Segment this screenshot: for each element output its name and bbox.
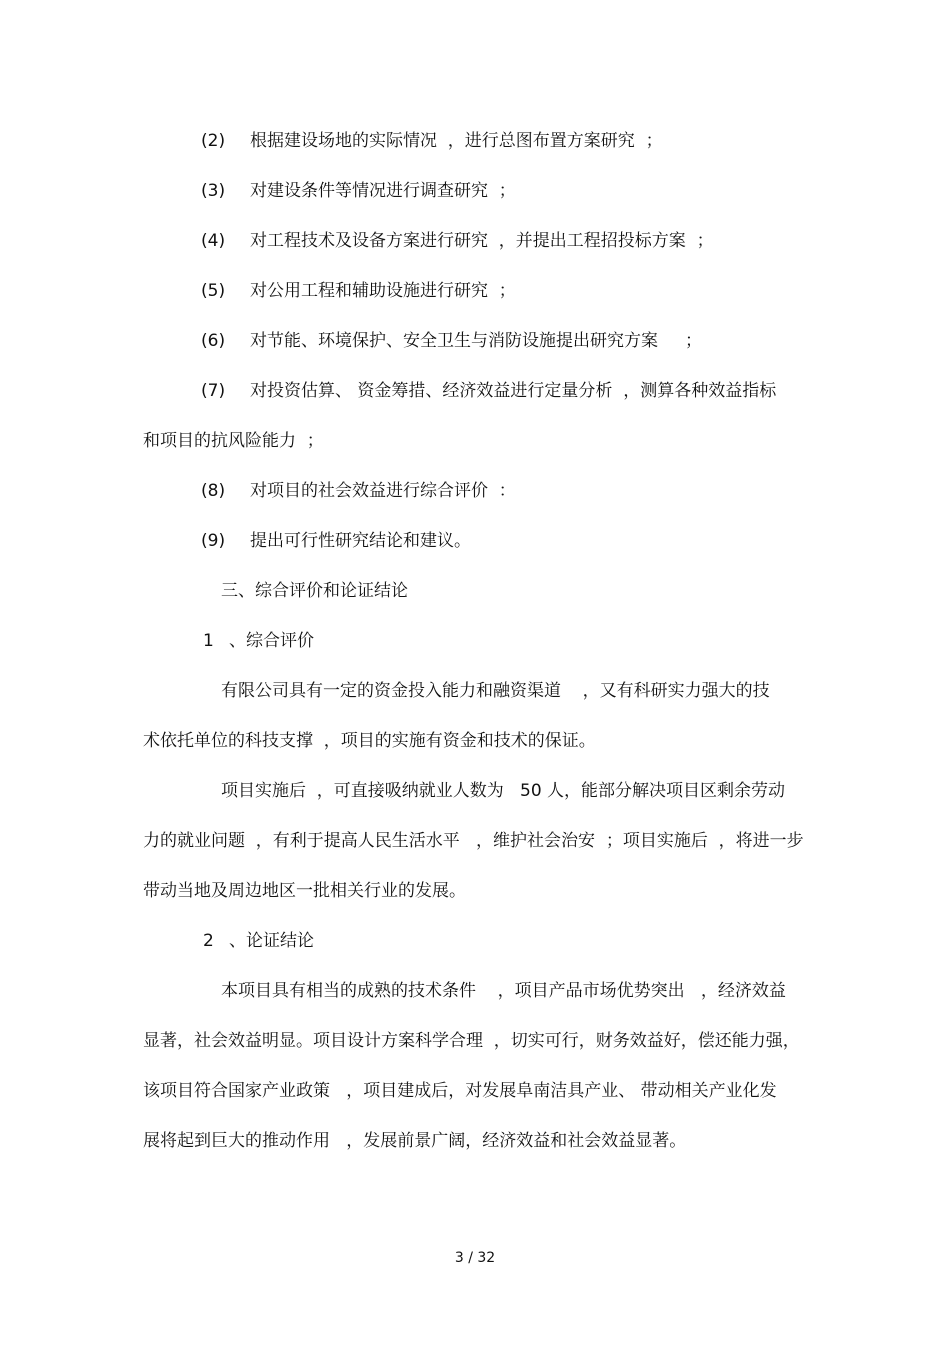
list-item-text: 对投资估算、 资金筹措、经济效益进行定量分析 ，测算各种效益指标 xyxy=(250,381,777,401)
subsection-number: 1 xyxy=(203,631,214,651)
paragraph-line: 该项目符合国家产业政策 ，项目建成后，对发展阜南洁具产业、 带动相关产业化发 xyxy=(143,1081,777,1101)
list-item-text: 提出可行性研究结论和建议。 xyxy=(250,531,471,551)
paragraph-line: 项目实施后 ，可直接吸纳就业人数为 50 人，能部分解决项目区剩余劳动 xyxy=(221,781,786,801)
paragraph-line: 展将起到巨大的推动作用 ，发展前景广阔，经济效益和社会效益显著。 xyxy=(143,1131,687,1151)
list-item-continuation: 和项目的抗风险能力 ； xyxy=(143,431,324,451)
list-item-number: (9) xyxy=(201,531,226,551)
paragraph-line: 术依托单位的科技支撑 ，项目的实施有资金和技术的保证。 xyxy=(143,731,596,751)
list-item-number: (5) xyxy=(201,281,226,301)
list-item-text: 对项目的社会效益进行综合评价 ： xyxy=(250,481,516,501)
list-item-text: 对建设条件等情况进行调查研究 ； xyxy=(250,181,516,201)
paragraph-line: 力的就业问题 ，有利于提高人民生活水平 ，维护社会治安 ；项目实施后 ，将进一步 xyxy=(143,831,804,851)
subsection-title: 、论证结论 xyxy=(229,931,314,951)
page-total: 32 xyxy=(477,1250,496,1266)
paragraph-line: 本项目具有相当的成熟的技术条件 ，项目产品市场优势突出 ，经济效益 xyxy=(221,981,786,1001)
list-item-number: (4) xyxy=(201,231,226,251)
list-item-text: 对工程技术及设备方案进行研究 ，并提出工程招投标方案 ； xyxy=(250,231,714,251)
paragraph-line: 显著，社会效益明显。项目设计方案科学合理 ，切实可行，财务效益好，偿还能力强， xyxy=(143,1031,800,1051)
list-item-text: 对节能、环境保护、安全卫生与消防设施提出研究方案 ； xyxy=(250,331,703,351)
list-item-number: (7) xyxy=(201,381,226,401)
list-item-number: (3) xyxy=(201,181,226,201)
page-separator: / xyxy=(468,1250,473,1266)
paragraph-line: 带动当地及周边地区一批相关行业的发展。 xyxy=(143,881,466,901)
page-number xyxy=(0,1250,950,1266)
list-item-number: (6) xyxy=(201,331,226,351)
paragraph-line: 有限公司具有一定的资金投入能力和融资渠道 ，又有科研实力强大的技 xyxy=(221,681,770,701)
list-item-text: 对公用工程和辅助设施进行研究 ； xyxy=(250,281,516,301)
list-item-number: (8) xyxy=(201,481,226,501)
section-heading: 三、综合评价和论证结论 xyxy=(221,581,408,601)
list-item-number: (2) xyxy=(201,131,226,151)
subsection-number: 2 xyxy=(203,931,214,951)
page-current: 3 xyxy=(454,1250,464,1266)
list-item-text: 根据建设场地的实际情况 ，进行总图布置方案研究 ； xyxy=(250,131,663,151)
subsection-title: 、综合评价 xyxy=(229,631,314,651)
